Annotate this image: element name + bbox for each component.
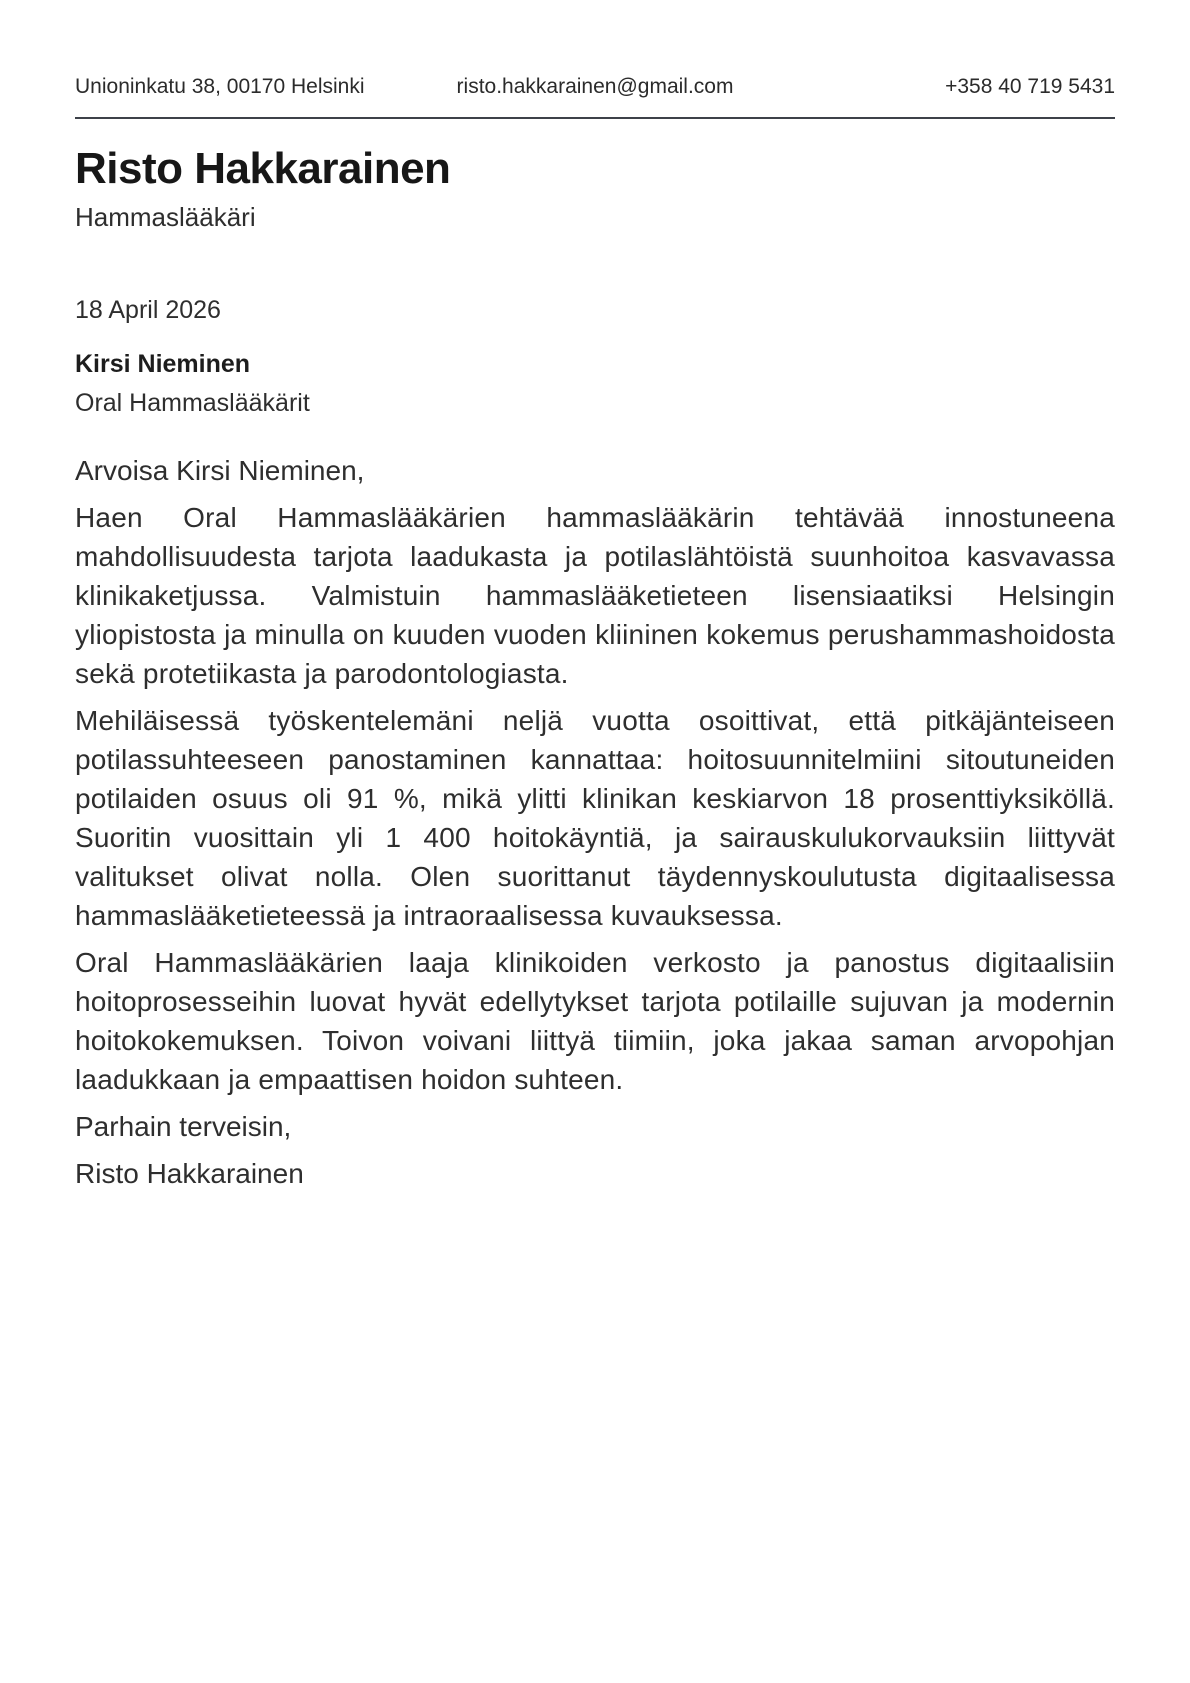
body-paragraph-3: Oral Hammaslääkärien laaja klinikoiden verkosto ja panostus digitaalisiin hoitoprosesseihin luovat hyvät edellytykset tarjota potilaille sujuvan ja modernin hoitokokemuksen. Toivon voivani liittyä tiimiin, joka jakaa saman arvopohjan laadukkaan ja empaattisen hoidon suhteen. [75,947,1115,1095]
page-title-name: Risto Hakkarainen [75,144,451,193]
recipient-name: Kirsi Nieminen [75,350,251,378]
closing-line: Parhain terveisin, [75,1111,292,1142]
recipient-company: Oral Hammaslääkärit [75,389,310,417]
header-divider [75,117,1115,119]
body-paragraph-1: Haen Oral Hammaslääkärien hammaslääkärin tehtävää innostuneena mahdollisuudesta tarjota laadukasta ja potilaslähtöistä suunhoitoa kasvavassa klinikaketjussa. Valmistuin hammaslääketieteen lisensiaatiksi Helsingin yliopistosta ja minulla on kuuden vuoden kliininen kokemus perushammashoidosta sekä protetiikasta ja parodontologiasta. [75,502,1115,689]
contact-header [75,76,1115,98]
body-paragraph-2: Mehiläisessä työskentelemäni neljä vuotta osoittivat, että pitkäjänteiseen potilassuhteeseen panostaminen kannattaa: hoitosuunnitelmiini sitoutuneiden potilaiden osuus oli 91 %, mikä ylitti klinikan keskiarvon 18 prosenttiyksiköllä. Suoritin vuosittain yli 1 400 hoitokäyntiä, ja sairauskulukorvauksiin liittyvät valitukset olivat nolla. Olen suorittanut täydennyskoulutusta digitaalisessa hammaslääketieteessä ja intraoraalisessa kuvauksessa. [75,705,1115,931]
letter-date: 18 April 2026 [75,296,221,324]
salutation: Arvoisa Kirsi Nieminen, [75,455,365,486]
contact-email: risto.hakkarainen@gmail.com [456,75,734,98]
job-title: Hammaslääkäri [75,202,256,232]
recipient-block [75,345,1115,423]
contact-phone: +358 40 719 5431 [945,75,1116,98]
contact-address: Unioninkatu 38, 00170 Helsinki [75,75,365,98]
signature-name: Risto Hakkarainen [75,1158,304,1189]
